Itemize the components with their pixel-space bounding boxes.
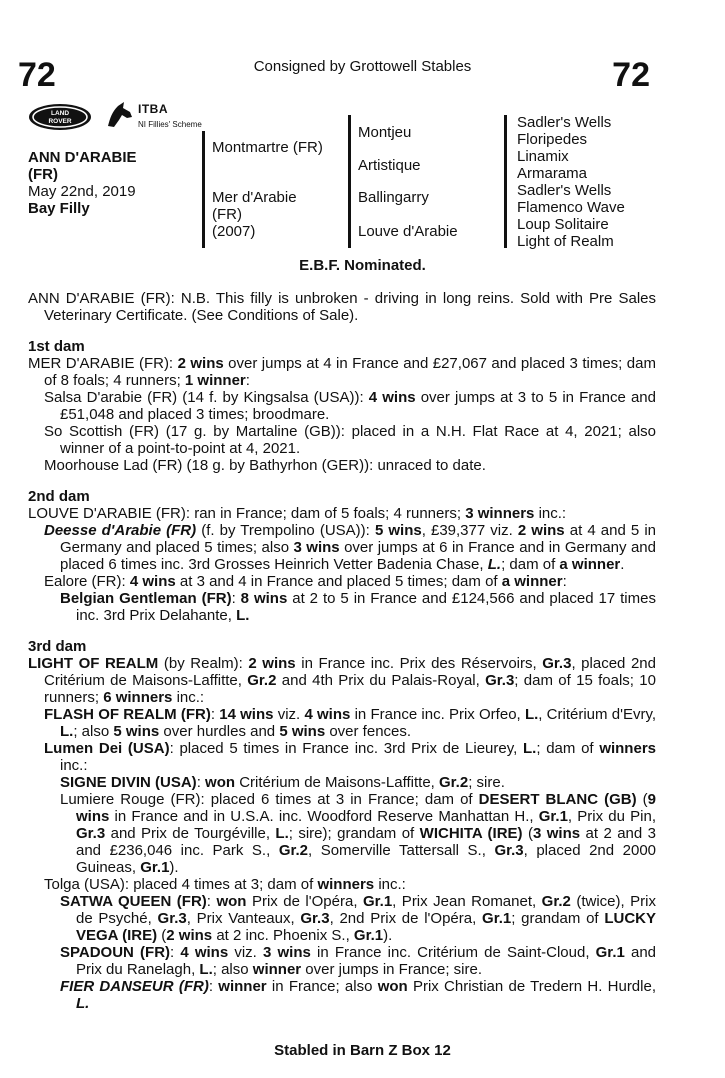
stabling-footer: Stabled in Barn Z Box 12 xyxy=(274,1042,451,1059)
dam3-grandfoal-5: FIER DANSEUR (FR): winner in France; also won Prix Christian de Tredern H. Hurdle, L. xyxy=(60,978,656,1012)
land-rover-logo xyxy=(28,103,92,131)
second-dam-heading: 2nd dam xyxy=(28,488,90,505)
pedigree-sire: Montmartre (FR) xyxy=(212,139,323,156)
pedigree-gen3-4: Louve d'Arabie xyxy=(358,223,458,240)
horse-description: Bay Filly xyxy=(28,200,90,217)
svg-text:ROVER: ROVER xyxy=(48,118,72,125)
dam2-entry: LOUVE D'ARABIE (FR): ran in France; dam of 5 foals; 4 runners; 3 winners inc.: xyxy=(28,505,567,522)
dam1-foal-1: Salsa D'arabie (FR) (14 f. by Kingsalsa (USA)): 4 wins over jumps at 3 to 5 in France and £51,048 and placed 3 times; broodmare. xyxy=(44,389,656,423)
dam3-foal-1: FLASH OF REALM (FR): 14 wins viz. 4 wins in France inc. Prix Orfeo, L., Critérium d'Evry, L.; also 5 wins over hurdles and 5 wins over fences. xyxy=(44,706,656,740)
horse-name: ANN D'ARABIE xyxy=(28,149,137,166)
ebf-nominated: E.B.F. Nominated. xyxy=(299,257,426,274)
consignor: Consigned by Grottowell Stables xyxy=(253,58,472,75)
pedigree-divider-3 xyxy=(504,115,507,248)
dam2-grandfoal-1: Belgian Gentleman (FR): 8 wins at 2 to 5 in France and £124,566 and placed 17 times inc. 3rd Prix Delahante, L. xyxy=(60,590,656,624)
dam1-foal-2: So Scottish (FR) (17 g. by Martaline (GB)): placed in a N.H. Flat Race at 4, 2021; also winner of a point-to-point at 4, 2021. xyxy=(44,423,656,457)
pedigree-divider-1 xyxy=(202,131,205,248)
third-dam-heading: 3rd dam xyxy=(28,638,87,655)
horse-info xyxy=(28,149,137,217)
pedigree-gen3-2: Artistique xyxy=(358,157,421,174)
dam3-entry: LIGHT OF REALM (by Realm): 2 wins in France inc. Prix des Réservoirs, Gr.3, placed 2nd Critérium de Maisons-Laffitte, Gr.2 and 4th Prix du Palais-Royal, Gr.3; dam of 15 foals; 10 runners; 6 winners inc.: xyxy=(28,655,656,706)
itba-logo-text: ITBA xyxy=(138,102,168,116)
dam3-grandfoal-4: SPADOUN (FR): 4 wins viz. 3 wins in France inc. Critérium de Saint-Cloud, Gr.1 and Prix du Ranelagh, L.; also winner over jumps in France; sire. xyxy=(60,944,657,978)
dam3-grandfoal-3: SATWA QUEEN (FR): won Prix de l'Opéra, Gr.1, Prix Jean Romanet, Gr.2 (twice), Prix de Psyché, Gr.3, Prix Vanteaux, Gr.3, 2nd Prix de l'Opéra, Gr.1; grandam of LUCKY VEGA (IRE) (2 wins at 2 inc. Phoenix S., Gr.1). xyxy=(60,893,656,944)
pedigree-gen3-3: Ballingarry xyxy=(358,189,429,206)
horse-head-logo-icon xyxy=(102,100,134,130)
pedigree-dam: Mer d'Arabie (FR) (2007) xyxy=(212,189,297,240)
lot-number-left: 72 xyxy=(18,56,56,94)
dam3-foal-2: Lumen Dei (USA): placed 5 times in France inc. 3rd Prix de Lieurey, L.; dam of winners inc.: xyxy=(44,740,656,774)
pedigree-divider-2 xyxy=(348,115,351,248)
dam1-foal-3: Moorhouse Lad (FR) (18 g. by Bathyrhon (GER)): unraced to date. xyxy=(44,457,486,474)
pedigree-gen3-1: Montjeu xyxy=(358,124,412,141)
dam2-foal-1: Deesse d'Arabie (FR) (f. by Trempolino (USA)): 5 wins, £39,377 viz. 2 wins at 4 and 5 in Germany and placed 5 times; also 3 wins over jumps at 6 in France and in Germany and placed 6 times inc. 3rd Grosses Heinrich Vetter Badenia Chase, L.; dam of a winner. xyxy=(44,522,656,573)
lot-number-right: 72 xyxy=(612,56,650,94)
horse-name-suffix: (FR) xyxy=(28,166,58,183)
itba-logo-subtext: NI Fillies' Scheme xyxy=(138,120,202,129)
horse-dob: May 22nd, 2019 xyxy=(28,183,136,200)
svg-text:LAND: LAND xyxy=(50,110,70,117)
dam3-grandfoal-2: Lumiere Rouge (FR): placed 6 times at 3 in France; dam of DESERT BLANC (GB) (9 wins in France and in U.S.A. inc. Woodford Reserve Manhattan H., Gr.1, Prix du Pin, Gr.3 and Prix de Tourgéville, L.; sire); grandam of WICHITA (IRE) (3 wins at 2 and 3 and £236,046 inc. Park S., Gr.2, Somerville Tattersall S., Gr.3, placed 2nd 2000 Guineas, Gr.1). xyxy=(60,791,657,876)
pedigree-gen4: Sadler's Wells Floripedes Linamix Armarama Sadler's Wells Flamenco Wave Loup Solitaire Light of Realm xyxy=(517,114,625,250)
catalogue-body xyxy=(28,290,656,1012)
intro-paragraph: ANN D'ARABIE (FR): N.B. This filly is unbroken - driving in long reins. Sold with Pre Sales Veterinary Certificate. (See Conditions of Sale). xyxy=(28,290,656,324)
dam1-entry: MER D'ARABIE (FR): 2 wins over jumps at 4 in France and £27,067 and placed 3 times; dam of 8 foals; 4 runners; 1 winner: xyxy=(28,355,656,389)
dam3-foal-3: Tolga (USA): placed 4 times at 3; dam of winners inc.: xyxy=(44,876,406,893)
first-dam-heading: 1st dam xyxy=(28,338,85,355)
dam2-foal-2: Ealore (FR): 4 wins at 3 and 4 in France and placed 5 times; dam of a winner: xyxy=(44,573,567,590)
dam3-grandfoal-1: SIGNE DIVIN (USA): won Critérium de Maisons-Laffitte, Gr.2; sire. xyxy=(60,774,505,791)
